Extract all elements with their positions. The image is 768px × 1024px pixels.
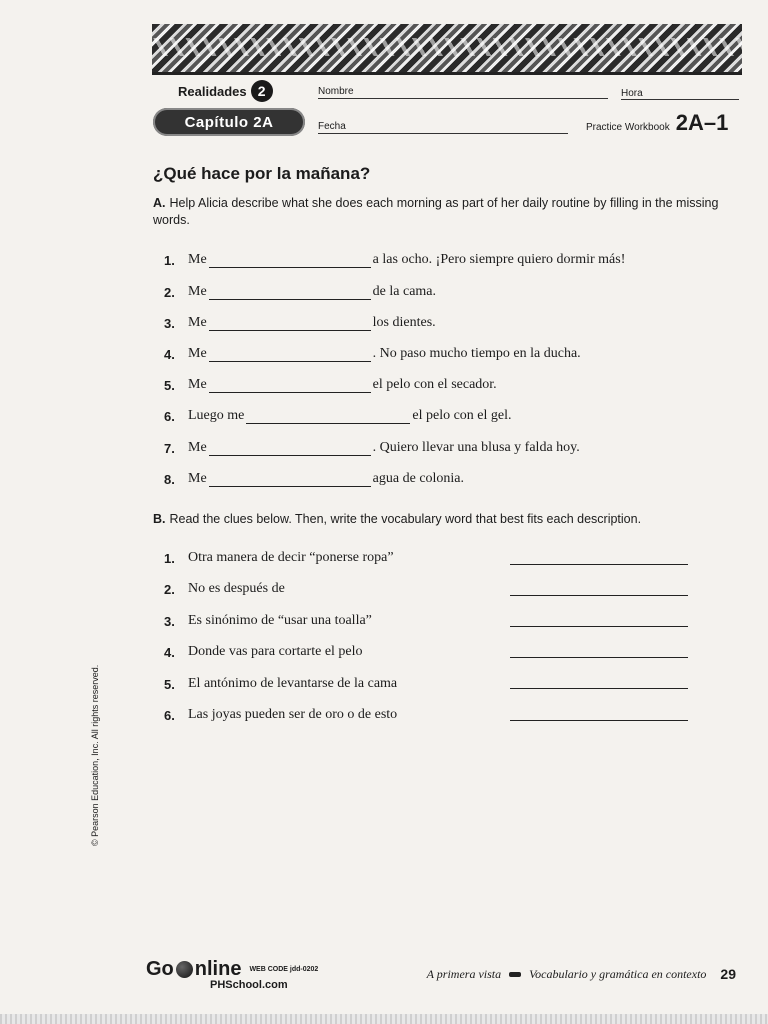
answer-blank[interactable]	[246, 411, 410, 424]
answer-line[interactable]	[510, 626, 688, 627]
page-footer	[427, 966, 736, 982]
site-name: PHSchool.com	[210, 979, 288, 991]
item-end: de la cama.	[372, 284, 437, 299]
go-online-logo	[146, 958, 318, 991]
level-badge: 2	[251, 80, 273, 102]
item-start: Me	[188, 346, 207, 361]
item-end: a las ocho. ¡Pero siempre quiero dormir más!	[372, 252, 626, 267]
item-end: . Quiero llevar una blusa y falda hoy.	[372, 440, 580, 455]
answer-blank[interactable]	[209, 380, 371, 393]
item-number: 6.	[164, 409, 175, 424]
part-a-item	[164, 280, 436, 300]
item-number: 5.	[164, 378, 175, 393]
answer-line[interactable]	[510, 595, 688, 596]
part-b-instructions	[153, 511, 743, 528]
item-clue: Las joyas pueden ser de oro o de esto	[188, 707, 398, 722]
answer-blank[interactable]	[209, 443, 371, 456]
copyright-notice: © Pearson Education, Inc. All rights reserved.	[90, 664, 100, 846]
item-start: Me	[188, 440, 207, 455]
item-end: agua de colonia.	[372, 471, 465, 486]
answer-blank[interactable]	[209, 318, 371, 331]
answer-blank[interactable]	[209, 287, 371, 300]
series-name: Realidades	[178, 83, 247, 99]
item-start: Me	[188, 284, 207, 299]
part-b-letter: B.	[153, 512, 166, 526]
item-number: 2.	[164, 285, 175, 300]
item-clue: No es después de	[188, 581, 285, 596]
date-line[interactable]	[318, 133, 568, 134]
part-a-item	[164, 404, 512, 424]
section-left: A primera vista	[426, 966, 502, 981]
item-end: el pelo con el secador.	[372, 377, 497, 392]
item-end: . No paso mucho tiempo en la ducha.	[372, 346, 581, 361]
section-right: Vocabulario y gramática en contexto	[529, 966, 707, 981]
item-number: 3.	[164, 614, 175, 629]
answer-line[interactable]	[510, 564, 688, 565]
item-number: 6.	[164, 708, 175, 723]
series-label	[178, 80, 273, 102]
item-number: 8.	[164, 472, 175, 487]
item-number: 7.	[164, 441, 175, 456]
item-start: Me	[188, 315, 207, 330]
online-text: nline	[194, 958, 242, 980]
answer-blank[interactable]	[209, 255, 371, 268]
separator-dash-icon	[509, 972, 521, 977]
item-start: Luego me	[188, 408, 245, 423]
answer-line[interactable]	[510, 720, 688, 721]
hour-line[interactable]	[621, 99, 739, 100]
item-number: 4.	[164, 645, 175, 660]
part-a-item	[164, 436, 580, 456]
web-code: WEB CODE jdd-0202	[249, 966, 319, 973]
part-b-item	[164, 703, 397, 723]
globe-icon	[176, 961, 193, 978]
page-title: ¿Qué hace por la mañana?	[153, 164, 371, 183]
part-a-text: Help Alicia describe what she does each morning as part of her daily routine by filling in the missing words.	[153, 196, 719, 227]
part-a-item	[164, 467, 464, 487]
item-number: 5.	[164, 677, 175, 692]
item-clue: Otra manera de decir “ponerse ropa”	[188, 550, 394, 565]
part-a-item	[164, 248, 625, 268]
part-a-item	[164, 311, 436, 331]
item-end: el pelo con el gel.	[412, 408, 512, 423]
date-label: Fecha	[318, 121, 346, 132]
workbook-id	[586, 110, 728, 136]
answer-line[interactable]	[510, 688, 688, 689]
item-end: los dientes.	[372, 315, 436, 330]
hour-label: Hora	[621, 88, 643, 99]
part-b-item	[164, 672, 397, 692]
page-number: 29	[720, 966, 736, 982]
workbook-code: 2A–1	[675, 110, 729, 135]
name-line[interactable]	[318, 98, 608, 99]
answer-blank[interactable]	[209, 474, 371, 487]
item-number: 1.	[164, 253, 175, 268]
item-number: 3.	[164, 316, 175, 331]
item-start: Me	[188, 252, 207, 267]
part-b-item	[164, 577, 285, 597]
part-b-item	[164, 609, 372, 629]
item-start: Me	[188, 377, 207, 392]
part-a-instructions	[153, 195, 743, 229]
item-number: 1.	[164, 551, 175, 566]
item-clue: Donde vas para cortarte el pelo	[188, 644, 363, 659]
item-number: 2.	[164, 582, 175, 597]
part-b-text: Read the clues below. Then, write the vocabulary word that best fits each description.	[169, 512, 642, 526]
item-start: Me	[188, 471, 207, 486]
part-a-letter: A.	[153, 196, 166, 210]
item-number: 4.	[164, 347, 175, 362]
scan-edge	[0, 1014, 768, 1024]
go-text: Go	[146, 958, 174, 980]
part-b-item	[164, 546, 394, 566]
chapter-badge: Capítulo 2A	[153, 108, 305, 136]
part-b-item	[164, 640, 363, 660]
answer-line[interactable]	[510, 657, 688, 658]
part-a-item	[164, 342, 581, 362]
part-a-item	[164, 373, 497, 393]
name-label: Nombre	[318, 86, 354, 97]
workbook-label: Practice Workbook	[586, 122, 670, 133]
item-clue: El antónimo de levantarse de la cama	[188, 676, 398, 691]
answer-blank[interactable]	[209, 349, 371, 362]
item-clue: Es sinónimo de “usar una toalla”	[188, 613, 372, 628]
decorative-banner	[152, 24, 742, 75]
